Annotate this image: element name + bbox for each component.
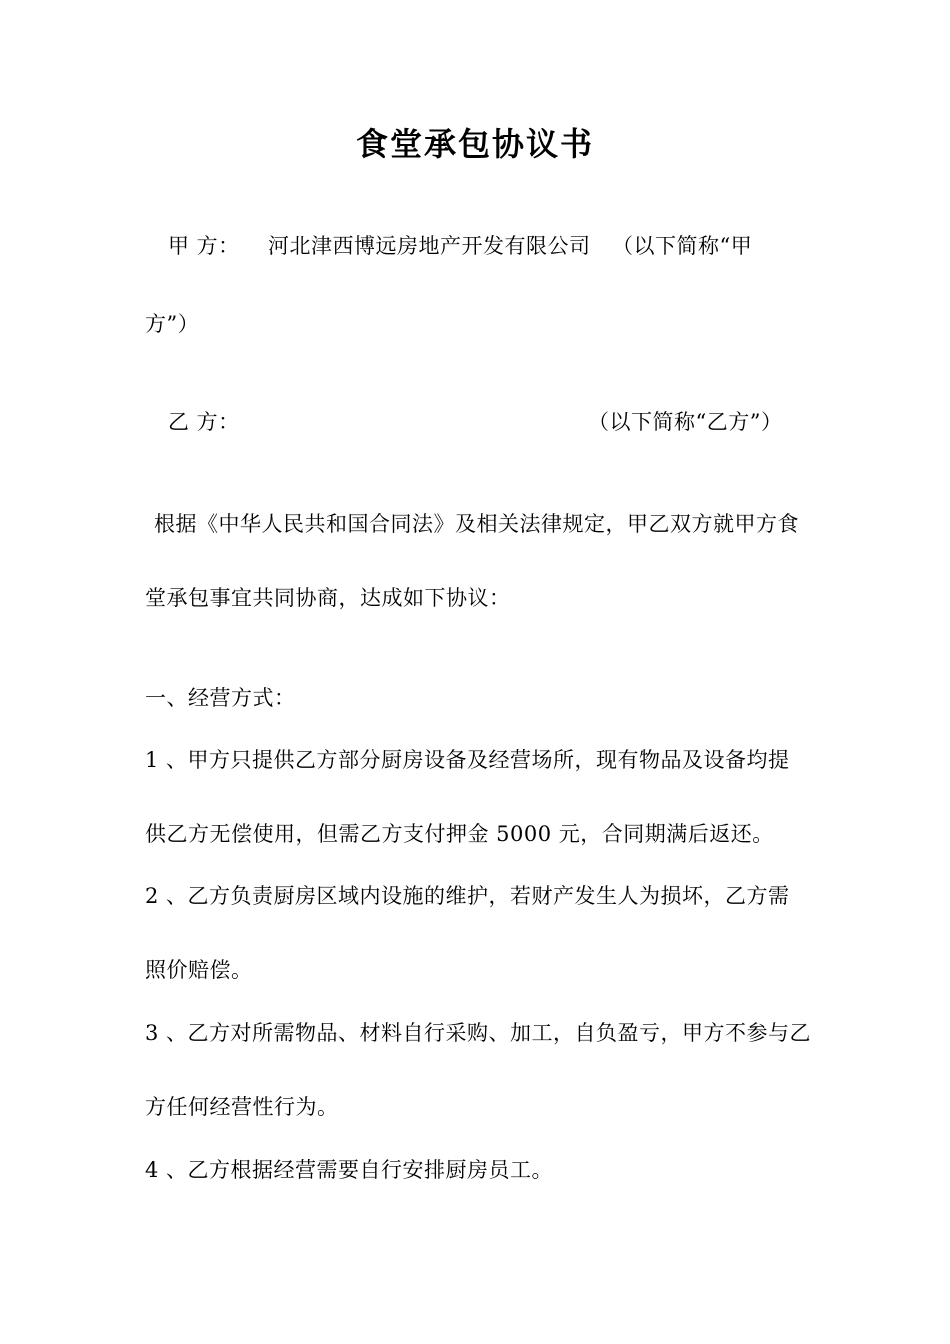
party-a-alias: （以下简称“甲 (612, 234, 753, 258)
item-3-line-1: 3 、乙方对所需物品、材料自行采购、加工，自负盈亏，甲方不参与乙 (145, 1021, 812, 1045)
party-a-label: 甲 方： (168, 234, 240, 258)
party-b-alias: （以下简称“乙方”） (588, 410, 783, 434)
item-1-line-2: 供乙方无偿使用，但需乙方支付押金 5000 元，合同期满后返还。 (145, 822, 774, 846)
party-a-alias-continued: 方”） (145, 312, 200, 336)
section-1-heading: 一、经营方式： (145, 686, 296, 710)
document-title: 食堂承包协议书 (355, 125, 594, 163)
item-2-line-2: 照价赔偿。 (145, 958, 253, 982)
preamble-line-2: 堂承包事宜共同协商，达成如下协议： (145, 586, 511, 610)
item-4-line-1: 4 、乙方根据经营需要自行安排厨房员工。 (145, 1158, 554, 1182)
item-1-line-1: 1 、甲方只提供乙方部分厨房设备及经营场所，现有物品及设备均提 (145, 748, 790, 772)
party-a-name: 河北津西博远房地产开发有限公司 (268, 234, 591, 258)
party-b-label: 乙 方： (168, 410, 240, 434)
item-2-line-1: 2 、乙方负责厨房区域内设施的维护，若财产发生人为损坏，乙方需 (145, 884, 790, 908)
preamble-line-1: 根据《中华人民共和国合同法》及相关法律规定，甲乙双方就甲方食 (154, 512, 799, 536)
item-3-line-2: 方任何经营性行为。 (145, 1095, 339, 1119)
